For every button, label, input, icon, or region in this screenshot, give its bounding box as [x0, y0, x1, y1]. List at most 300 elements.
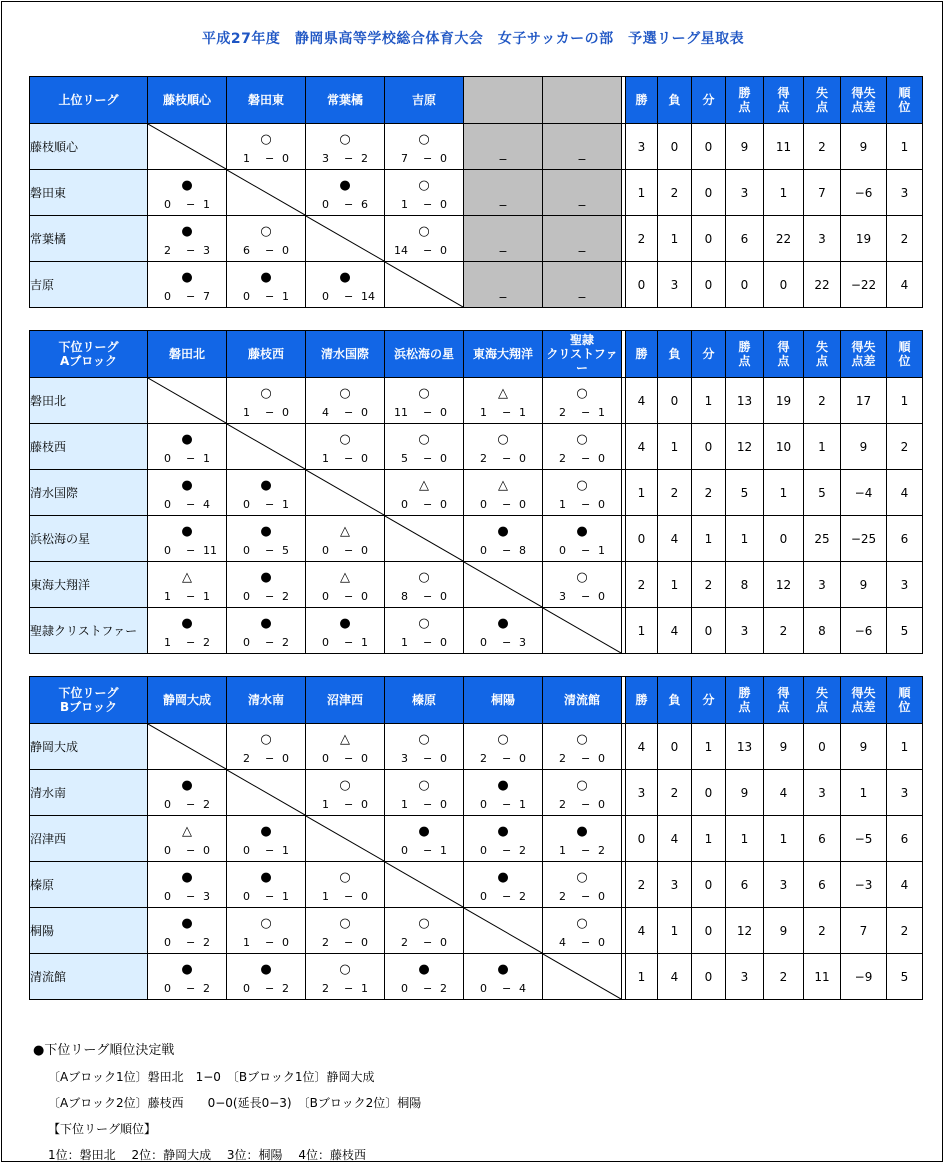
stat-value: 8	[726, 562, 764, 608]
score-dash: −	[344, 406, 354, 419]
score-for: 11	[394, 406, 408, 419]
result-symbol: ○	[339, 132, 351, 147]
stat-value: 1	[626, 170, 658, 216]
score-against: 0	[519, 452, 526, 465]
match-result-cell	[543, 424, 622, 470]
self-match-cell	[306, 216, 385, 262]
match-result-cell	[543, 516, 622, 562]
unused-cell	[464, 216, 543, 262]
stat-value: 6	[887, 516, 923, 562]
score-dash: −	[423, 244, 433, 257]
stat-value: 1	[658, 562, 692, 608]
score-dash: −	[265, 890, 275, 903]
result-symbol: ●	[181, 224, 193, 239]
score-against: 2	[361, 152, 368, 165]
result-symbol: ○	[260, 916, 272, 931]
stat-value: 2	[804, 378, 841, 424]
stat-value: 0	[658, 378, 692, 424]
result-symbol: ○	[418, 916, 430, 931]
stat-value: 2	[764, 608, 804, 654]
self-match-cell	[543, 608, 622, 654]
result-symbol: ●	[260, 616, 272, 631]
table-row	[30, 516, 923, 562]
score-for: 0	[164, 290, 171, 303]
stat-column-header: 順 位	[887, 677, 923, 724]
score-dash: −	[581, 752, 591, 765]
score-dash: −	[186, 636, 196, 649]
score-against: 3	[203, 890, 210, 903]
match-result-cell	[385, 124, 464, 170]
stat-value: 0	[692, 608, 726, 654]
score-dash: −	[581, 498, 591, 511]
match-result-cell	[385, 562, 464, 608]
score-for: 0	[322, 752, 329, 765]
league-table-lower-a	[29, 330, 923, 654]
table-row	[30, 724, 923, 770]
stat-value: 1	[887, 124, 923, 170]
unused-cell	[464, 170, 543, 216]
stat-value: 1	[692, 516, 726, 562]
stat-value: 1	[887, 724, 923, 770]
score-against: 2	[282, 636, 289, 649]
result-symbol: ○	[576, 870, 588, 885]
match-result-cell	[306, 954, 385, 1000]
match-result-cell	[543, 562, 622, 608]
score-against: 0	[598, 452, 605, 465]
score-for: 2	[401, 936, 408, 949]
table-row	[30, 562, 923, 608]
stat-value: 3	[626, 124, 658, 170]
result-symbol: ○	[260, 386, 272, 401]
score-dash: −	[344, 290, 354, 303]
result-symbol: ●	[181, 870, 193, 885]
stat-value: 2	[887, 424, 923, 470]
self-match-cell	[543, 954, 622, 1000]
match-result-cell	[306, 262, 385, 308]
score-for: 0	[322, 636, 329, 649]
stat-value: 4	[658, 608, 692, 654]
stat-value: 3	[804, 562, 841, 608]
score-against: 0	[440, 406, 447, 419]
score-for: 3	[401, 752, 408, 765]
score-against: 0	[361, 544, 368, 557]
result-symbol: ○	[576, 570, 588, 585]
score-for: 1	[401, 798, 408, 811]
match-result-cell	[306, 908, 385, 954]
match-result-cell	[306, 724, 385, 770]
score-dash: −	[344, 452, 354, 465]
team-column-header: 磐田北	[148, 331, 227, 378]
stat-column-header: 得 点	[764, 677, 804, 724]
league-table-upper	[29, 76, 923, 308]
stat-value: −6	[841, 170, 887, 216]
match-result-cell	[306, 770, 385, 816]
score-dash: −	[265, 406, 275, 419]
stat-value: 0	[692, 124, 726, 170]
stat-column-header: 順 位	[887, 331, 923, 378]
match-result-cell	[385, 724, 464, 770]
team-column-header: 桐陽	[464, 677, 543, 724]
unused-cell	[464, 124, 543, 170]
score-for: 0	[243, 636, 250, 649]
result-symbol: ●	[497, 778, 509, 793]
stat-column-header: 分	[692, 677, 726, 724]
score-dash: −	[581, 890, 591, 903]
score-dash: −	[423, 590, 433, 603]
score-for: 2	[559, 406, 566, 419]
result-symbol: ○	[418, 778, 430, 793]
stat-value: 2	[626, 562, 658, 608]
match-result-cell	[385, 170, 464, 216]
league-label: 上位リーグ	[30, 77, 148, 124]
stat-value: −4	[841, 470, 887, 516]
playoff-match-2: 〔Aブロック2位〕藤枝西 0−0(延長0−3) 〔Bブロック2位〕桐陽	[48, 1096, 422, 1110]
score-against: 0	[282, 936, 289, 949]
score-for: 0	[480, 890, 487, 903]
stat-value: 0	[764, 516, 804, 562]
score-for: 1	[243, 152, 250, 165]
stat-value: 0	[692, 954, 726, 1000]
score-dash: −	[581, 406, 591, 419]
team-column-header: 沼津西	[306, 677, 385, 724]
match-result-cell	[227, 608, 306, 654]
score-dash: −	[186, 244, 196, 257]
stat-value: 2	[658, 770, 692, 816]
stat-value: −9	[841, 954, 887, 1000]
score-against: 0	[598, 798, 605, 811]
result-symbol: ○	[418, 432, 430, 447]
score-for: 0	[164, 452, 171, 465]
stat-value: 19	[764, 378, 804, 424]
stat-value: 6	[726, 216, 764, 262]
score-dash: −	[502, 636, 512, 649]
score-dash: −	[423, 936, 433, 949]
score-for: 2	[480, 452, 487, 465]
score-dash: −	[581, 452, 591, 465]
score-against: 2	[440, 982, 447, 995]
score-for: 0	[401, 844, 408, 857]
stat-value: 9	[726, 770, 764, 816]
table-row	[30, 378, 923, 424]
result-symbol: ○	[576, 732, 588, 747]
score-dash: −	[265, 244, 275, 257]
stat-value: 3	[887, 170, 923, 216]
team-row-label: 磐田東	[30, 170, 148, 216]
stat-value: 11	[804, 954, 841, 1000]
match-result-cell	[385, 816, 464, 862]
score-against: 0	[361, 406, 368, 419]
match-result-cell	[306, 424, 385, 470]
table-row	[30, 908, 923, 954]
score-for: 0	[243, 544, 250, 557]
header-row	[30, 77, 923, 124]
score-against: 2	[203, 636, 210, 649]
team-row-label: 清水南	[30, 770, 148, 816]
result-symbol: △	[498, 478, 508, 493]
score-against: 0	[203, 844, 210, 857]
match-result-cell	[385, 608, 464, 654]
self-match-cell	[464, 562, 543, 608]
team-column-header: 清水南	[227, 677, 306, 724]
score-dash: −	[423, 152, 433, 165]
stat-value: 4	[764, 770, 804, 816]
result-symbol: ●	[497, 962, 509, 977]
match-result-cell	[464, 816, 543, 862]
score-dash: −	[502, 544, 512, 557]
result-symbol: ○	[576, 432, 588, 447]
result-symbol: ●	[181, 432, 193, 447]
stat-value: 3	[726, 170, 764, 216]
score-against: 2	[519, 890, 526, 903]
stat-value: 0	[692, 424, 726, 470]
score-against: 0	[440, 452, 447, 465]
stat-value: 0	[692, 908, 726, 954]
stat-value: 3	[887, 770, 923, 816]
stat-value: 3	[726, 954, 764, 1000]
result-symbol: ●	[497, 616, 509, 631]
match-result-cell	[464, 378, 543, 424]
match-result-cell	[227, 124, 306, 170]
stat-value: 8	[804, 608, 841, 654]
match-result-cell	[543, 378, 622, 424]
result-symbol: ○	[497, 732, 509, 747]
team-row-label: 沼津西	[30, 816, 148, 862]
stat-value: 0	[692, 862, 726, 908]
match-result-cell	[148, 170, 227, 216]
unused-cell	[543, 124, 622, 170]
playoff-match-1: 〔Aブロック1位〕磐田北 1−0 〔Bブロック1位〕静岡大成	[48, 1070, 375, 1084]
stat-value: 2	[804, 124, 841, 170]
team-column-header: 吉原	[385, 77, 464, 124]
stat-value: 0	[626, 816, 658, 862]
stat-value: 7	[804, 170, 841, 216]
stat-value: 9	[764, 908, 804, 954]
score-against: 0	[361, 590, 368, 603]
score-dash: −	[265, 590, 275, 603]
score-dash: −	[502, 982, 512, 995]
ranking-heading: 【下位リーグ順位】	[48, 1122, 157, 1136]
stat-value: 12	[764, 562, 804, 608]
score-against: 0	[598, 590, 605, 603]
score-for: 0	[164, 982, 171, 995]
stat-value: 0	[692, 216, 726, 262]
stat-column-header: 負	[658, 331, 692, 378]
score-dash: −	[502, 844, 512, 857]
stat-value: 12	[726, 424, 764, 470]
team-row-label: 榛原	[30, 862, 148, 908]
match-result-cell	[148, 262, 227, 308]
score-dash: −	[186, 544, 196, 557]
dash-mark: −	[498, 153, 508, 166]
result-symbol: ○	[418, 732, 430, 747]
result-symbol: ●	[181, 962, 193, 977]
score-dash: −	[344, 798, 354, 811]
score-against: 1	[203, 452, 210, 465]
result-symbol: ○	[576, 916, 588, 931]
score-for: 0	[243, 498, 250, 511]
score-dash: −	[344, 936, 354, 949]
result-symbol: △	[340, 570, 350, 585]
score-against: 1	[203, 590, 210, 603]
header-row	[30, 331, 923, 378]
stat-value: 1	[841, 770, 887, 816]
team-column-header: 聖隷 クリストファー	[543, 331, 622, 378]
score-against: 0	[440, 752, 447, 765]
result-symbol: ●	[260, 478, 272, 493]
stat-value: 6	[887, 816, 923, 862]
result-symbol: ○	[418, 386, 430, 401]
score-against: 0	[598, 890, 605, 903]
team-row-label: 磐田北	[30, 378, 148, 424]
stat-column-header: 得 点	[764, 77, 804, 124]
match-result-cell	[227, 954, 306, 1000]
stat-value: 5	[804, 470, 841, 516]
score-dash: −	[265, 498, 275, 511]
score-for: 2	[243, 752, 250, 765]
team-row-label: 清水国際	[30, 470, 148, 516]
score-against: 1	[282, 890, 289, 903]
score-for: 0	[243, 590, 250, 603]
score-for: 0	[322, 590, 329, 603]
score-against: 1	[519, 798, 526, 811]
team-row-label: 清流館	[30, 954, 148, 1000]
stat-column-header: 得 点	[764, 331, 804, 378]
stat-value: 3	[804, 770, 841, 816]
match-result-cell	[227, 724, 306, 770]
team-column-header: 常葉橘	[306, 77, 385, 124]
stat-column-header: 勝 点	[726, 331, 764, 378]
result-symbol: ○	[339, 916, 351, 931]
stat-value: 11	[764, 124, 804, 170]
team-column-header: 榛原	[385, 677, 464, 724]
score-against: 11	[203, 544, 217, 557]
result-symbol: △	[182, 824, 192, 839]
stat-value: 4	[887, 862, 923, 908]
result-symbol: ●	[339, 178, 351, 193]
score-dash: −	[265, 290, 275, 303]
result-symbol: ●	[181, 916, 193, 931]
score-dash: −	[502, 890, 512, 903]
score-for: 1	[322, 890, 329, 903]
score-dash: −	[581, 936, 591, 949]
dash-mark: −	[577, 245, 587, 258]
score-dash: −	[423, 798, 433, 811]
stat-value: 1	[692, 378, 726, 424]
stat-value: 3	[887, 562, 923, 608]
team-column-header: 磐田東	[227, 77, 306, 124]
match-result-cell	[148, 816, 227, 862]
stat-value: 0	[626, 262, 658, 308]
stat-value: 9	[841, 562, 887, 608]
score-against: 4	[203, 498, 210, 511]
stat-value: 1	[626, 608, 658, 654]
stat-value: 1	[692, 724, 726, 770]
notes-heading: ●下位リーグ順位決定戦	[33, 1043, 175, 1058]
stat-value: 4	[658, 816, 692, 862]
score-for: 1	[322, 798, 329, 811]
score-against: 0	[440, 636, 447, 649]
result-symbol: △	[419, 478, 429, 493]
score-dash: −	[344, 544, 354, 557]
score-for: 2	[559, 798, 566, 811]
score-against: 1	[282, 498, 289, 511]
stat-value: 25	[804, 516, 841, 562]
stat-value: 2	[626, 862, 658, 908]
result-symbol: ○	[260, 732, 272, 747]
score-for: 0	[480, 982, 487, 995]
stat-value: 2	[764, 954, 804, 1000]
result-symbol: ○	[260, 132, 272, 147]
score-against: 2	[282, 982, 289, 995]
stat-value: 4	[626, 724, 658, 770]
match-result-cell	[227, 862, 306, 908]
team-row-label: 桐陽	[30, 908, 148, 954]
score-against: 0	[598, 498, 605, 511]
match-result-cell	[464, 954, 543, 1000]
score-for: 0	[480, 544, 487, 557]
team-row-label: 聖隷クリストファー	[30, 608, 148, 654]
stat-column-header: 勝 点	[726, 77, 764, 124]
score-against: 0	[282, 152, 289, 165]
self-match-cell	[385, 862, 464, 908]
league-label: 下位リーグ Aブロック	[30, 331, 148, 378]
stat-column-header: 得失 点差	[841, 331, 887, 378]
score-for: 0	[480, 498, 487, 511]
team-row-label: 常葉橘	[30, 216, 148, 262]
stat-value: 1	[626, 954, 658, 1000]
score-against: 8	[519, 544, 526, 557]
result-symbol: ●	[260, 962, 272, 977]
score-for: 0	[164, 936, 171, 949]
stat-value: 4	[626, 378, 658, 424]
result-symbol: ●	[497, 824, 509, 839]
stat-value: 1	[692, 816, 726, 862]
result-symbol: ○	[497, 432, 509, 447]
score-for: 8	[401, 590, 408, 603]
score-against: 1	[519, 406, 526, 419]
result-symbol: ●	[181, 270, 193, 285]
score-for: 0	[243, 982, 250, 995]
table-row	[30, 770, 923, 816]
stat-value: 0	[658, 724, 692, 770]
self-match-cell	[148, 378, 227, 424]
score-against: 0	[598, 936, 605, 949]
stat-value: 0	[764, 262, 804, 308]
score-against: 0	[519, 498, 526, 511]
score-for: 14	[394, 244, 408, 257]
score-against: 2	[203, 798, 210, 811]
stat-value: 6	[804, 862, 841, 908]
score-dash: −	[186, 498, 196, 511]
score-dash: −	[423, 452, 433, 465]
score-against: 0	[519, 752, 526, 765]
score-against: 0	[361, 752, 368, 765]
score-dash: −	[423, 636, 433, 649]
result-symbol: ○	[576, 778, 588, 793]
stat-value: 1	[804, 424, 841, 470]
stat-value: 2	[658, 170, 692, 216]
match-result-cell	[148, 216, 227, 262]
stat-value: 19	[841, 216, 887, 262]
match-result-cell	[385, 470, 464, 516]
table-row	[30, 608, 923, 654]
match-result-cell	[306, 862, 385, 908]
table-row	[30, 262, 923, 308]
score-for: 1	[559, 498, 566, 511]
table-row	[30, 170, 923, 216]
stat-value: 9	[841, 724, 887, 770]
score-for: 2	[480, 752, 487, 765]
